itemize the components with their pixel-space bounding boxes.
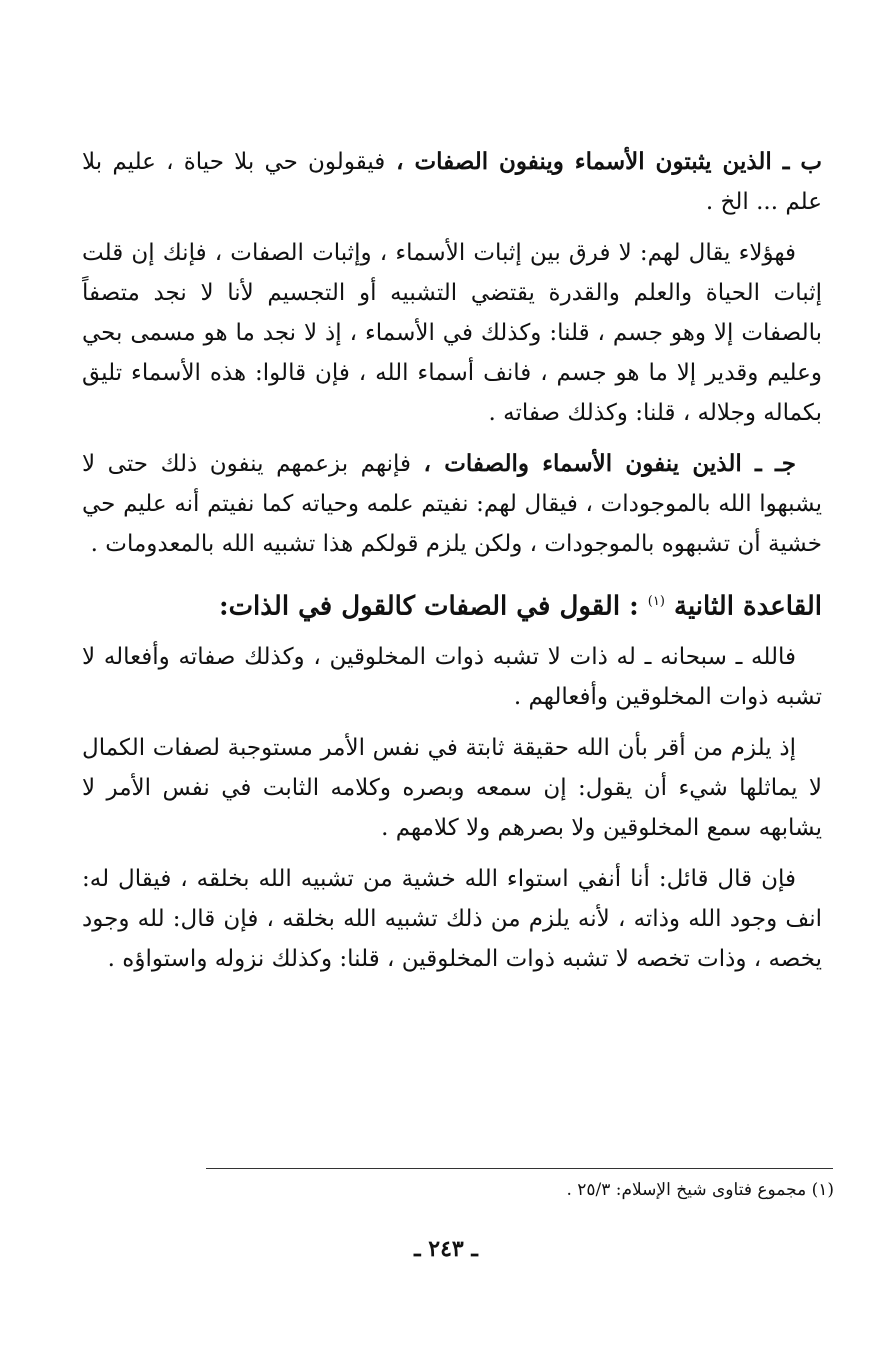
rule-two-label: القاعدة الثانية <box>674 591 822 622</box>
main-text <box>82 142 822 990</box>
section-b-reply: فهؤلاء يقال لهم: لا فرق بين إثبات الأسماء ، وإثبات الصفات ، فإنك إن قلت إثبات الحياة والعلم والقدرة يقتضي التشبيه أو التجسيم لأنا لا نجد متصفاً بالصفات إلا وهو جسم ، قلنا: وكذلك في الأسماء ، إذ لا نجد ما هو مسمى بحي وعليم وقدير إلا ما هو جسم ، فانف أسماء الله ، فإن قالوا: هذه الأسماء تليق بكماله وجلاله ، قلنا: وكذلك صفاته . <box>82 240 822 426</box>
section-b-heading: ب ـ الذين يثبتون الأسماء وينفون الصفات ، <box>385 148 823 175</box>
rule-two-heading <box>82 580 822 629</box>
section-c-paragraph <box>82 444 822 564</box>
section-c-body: فإنهم بزعمهم ينفون ذلك حتى لا يشبهوا الله بالموجودات ، فيقال لهم: نفيتم علمه وحياته كما نفيتم أنه عليم حي خشية أن تشبهوه بالموجودات ، ولكن يلزم قولكم هذا تشبيه الله بالمعدومات . <box>82 451 822 557</box>
footnote-divider <box>206 1168 833 1169</box>
section-c-heading: جـ ـ الذين ينفون الأسماء والصفات ، <box>423 450 796 477</box>
footnote-reference: (١) <box>647 594 665 609</box>
rule-two-paragraph-1: فالله ـ سبحانه ـ له ذات لا تشبه ذوات المخلوقين ، وكذلك صفاته وأفعاله لا تشبه ذوات المخلوقين وأفعالهم . <box>82 643 822 710</box>
rule-two-paragraph-3: فإن قال قائل: أنا أنفي استواء الله خشية من تشبيه الله بخلقه ، فيقال له: انف وجود الله وذاته ، لأنه يلزم من ذلك تشبيه الله بخلقه ، فإن قال: لله وجود يخصه ، وذات تخصه لا تشبه ذوات المخلوقين ، قلنا: وكذلك نزوله واستواؤه . <box>82 865 822 972</box>
rule-two-paragraph-2: إذ يلزم من أقر بأن الله حقيقة ثابتة في نفس الأمر مستوجبة لصفات الكمال لا يماثلها شيء أن يقول: إن سمعه وبصره وكلامه الثابت في نفس الأمر لا يشابهه سمع المخلوقين ولا بصرهم ولا كلامهم . <box>82 734 822 841</box>
page-number: ـ ٢٤٣ ـ <box>414 1236 478 1262</box>
rule-two-title: : القول في الصفات كالقول في الذات: <box>218 591 639 622</box>
footnote: (١) مجموع فتاوى شيخ الإسلام: ٢٥/٣ . <box>566 1180 834 1200</box>
section-b-body: فيقولون حي بلا حياة ، عليم بلا علم ... الخ . <box>82 149 822 215</box>
section-b-paragraph <box>82 142 822 222</box>
